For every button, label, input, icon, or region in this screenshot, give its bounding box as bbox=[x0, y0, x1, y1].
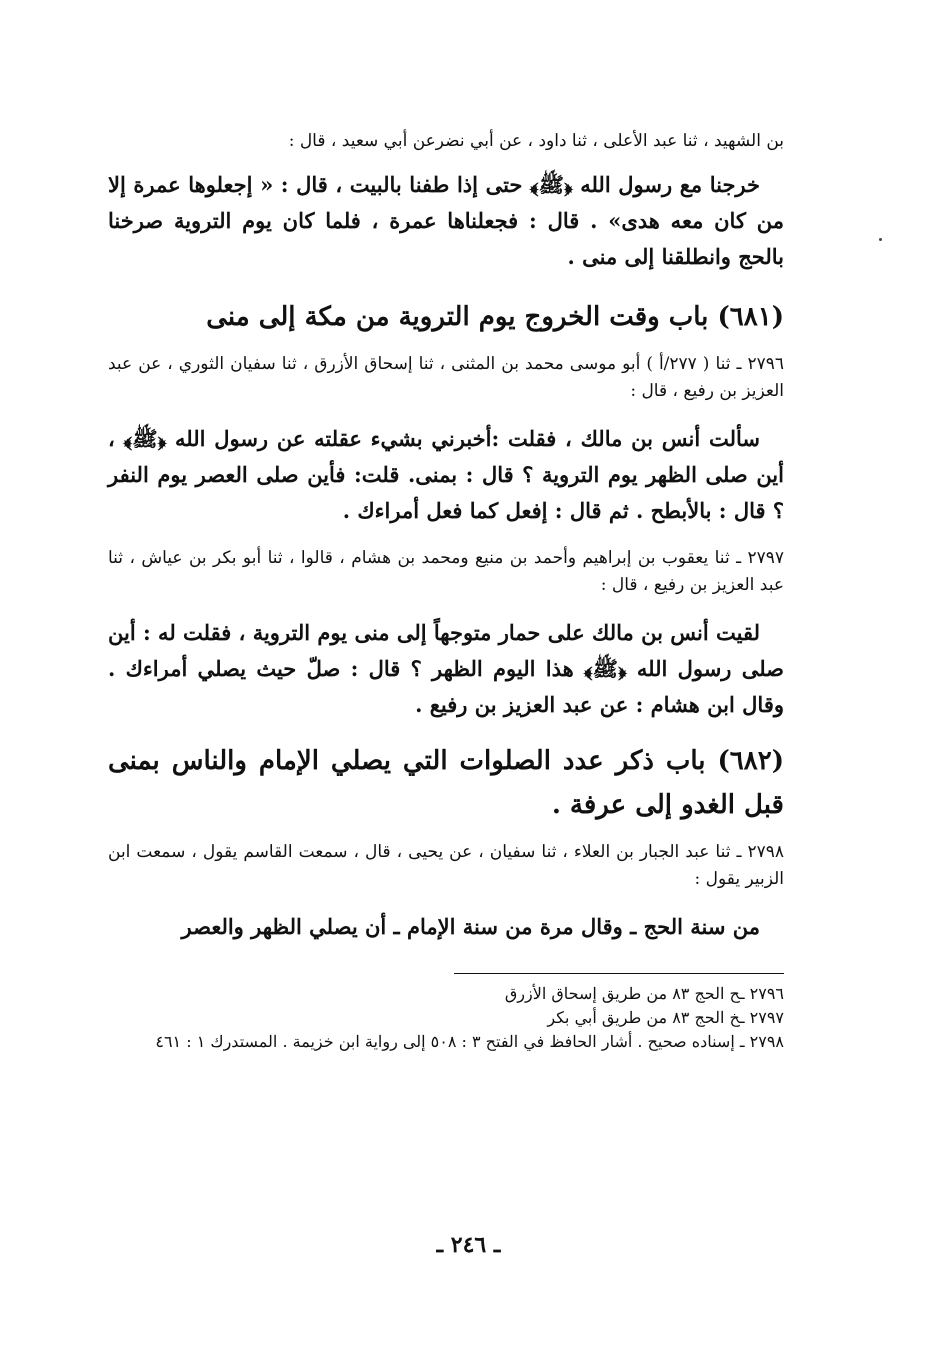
hadith-text: خرجنا مع رسول الله ﴿ﷺ﴾ حتى إذا طفنا بالبيت ، قال : « إجعلوها عمرة إلا من كان معه هدى» . قال : فجعلناها عمرة ، فلما كان يوم التروية صرخنا بالحج وانطلقنا إلى منى . bbox=[108, 172, 784, 269]
page-body bbox=[108, 128, 784, 1054]
footnote: ٢٧٩٨ ـ إسناده صحيح . أشار الحافظ في الفتح ٣ : ٥٠٨ إلى رواية ابن خزيمة . المستدرك ١ : ٤٦١ bbox=[155, 1032, 784, 1051]
chapter-heading: (٦٨١) باب وقت الخروج يوم التروية من مكة إلى منى bbox=[206, 302, 784, 332]
isnad-text: ٢٧٩٦ ـ ثنا ( ٢٧٧/أ ) أبو موسى محمد بن المثنى ، ثنا إسحاق الأزرق ، ثنا سفيان الثوري ، عن عبد العزيز بن رفيع ، قال : bbox=[108, 354, 784, 401]
footnote: ٢٧٩٦ ـح الحج ٨٣ من طريق إسحاق الأزرق bbox=[504, 984, 784, 1003]
isnad-text: ٢٧٩٧ ـ ثنا يعقوب بن إبراهيم وأحمد بن منيع ومحمد بن هشام ، قالوا ، ثنا أبو بكر بن عياش ، ثنا عبد العزيز بن رفيع ، قال : bbox=[108, 548, 784, 595]
hadith-text: لقيت أنس بن مالك على حمار متوجهاً إلى منى يوم التروية ، فقلت له : أين صلى رسول الله ﴿ﷺ﴾ هذا اليوم الظهر ؟ قال : صلّ حيث يصلي أمراءك . وقال ابن هشام : عن عبد العزيز بن رفيع . bbox=[108, 620, 784, 717]
footnote-separator bbox=[454, 973, 784, 974]
chapter-heading: (٦٨٢) باب ذكر عدد الصلوات التي يصلي الإمام والناس بمنى قبل الغدو إلى عرفة . bbox=[108, 746, 784, 820]
isnad-text: ٢٧٩٨ ـ ثنا عبد الجبار بن العلاء ، ثنا سفيان ، عن يحيى ، قال ، سمعت القاسم يقول ، سمعت ابن الزبير يقول : bbox=[108, 842, 784, 889]
page-number: ـ ٢٤٦ ـ bbox=[436, 1232, 501, 1258]
isnad-text: بن الشهيد ، ثنا عبد الأعلى ، ثنا داود ، عن أبي نضرعن أبي سعيد ، قال : bbox=[288, 131, 784, 151]
footnote: ٢٧٩٧ ـخ الحج ٨٣ من طريق أبي بكر bbox=[547, 1008, 784, 1027]
hadith-text: سألت أنس بن مالك ، فقلت :أخبرني بشيء عقلته عن رسول الله ﴿ﷺ﴾ ، أين صلى الظهر يوم التروية ؟ قال : بمنى. قلت: فأين صلى العصر يوم النفر ؟ قال : بالأبطح . ثم قال : إفعل كما فعل أمراءك . bbox=[108, 426, 784, 523]
scan-speck bbox=[879, 238, 882, 241]
hadith-text: من سنة الحج ـ وقال مرة من سنة الإمام ـ أن يصلي الظهر والعصر bbox=[181, 914, 760, 939]
